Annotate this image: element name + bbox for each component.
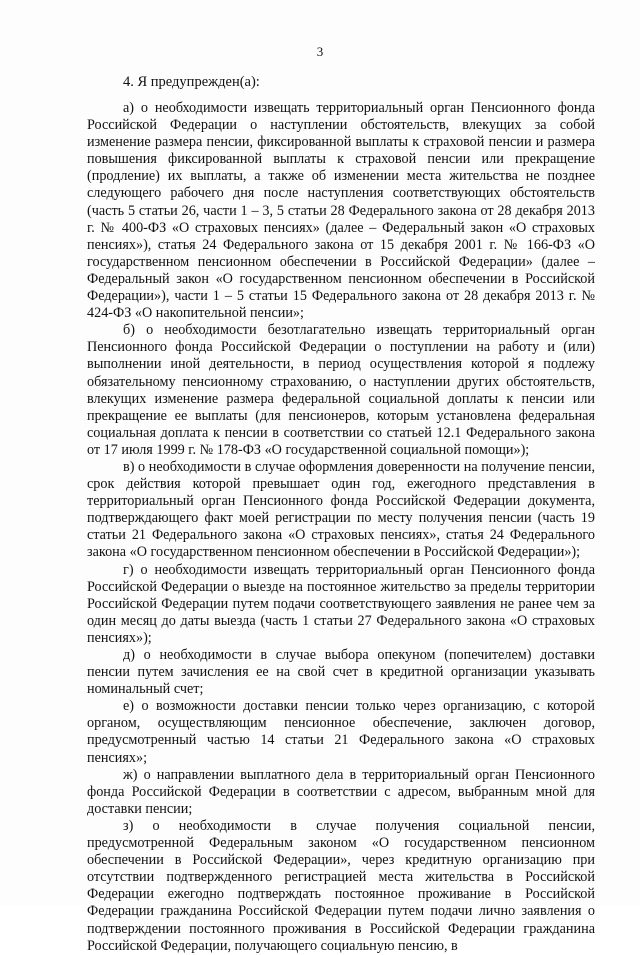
page-number: 3	[316, 44, 324, 59]
paragraph-v: в) о необходимости в случае оформления доверенности на получение пенсии, срок действия которой превышает один год, ежегодного представления в территориальный орган Пенсионного фонда Российской Федерации документа, подтверждающего факт моей регистрации по месту получения пенсии (часть 19 статьи 21 Федерального закона «О страховых пенсиях», статья 24 Федерального закона «О государственном пенсионном обеспечении в Российской Федерации»);	[87, 458, 595, 561]
paragraph-b: б) о необходимости безотлагательно извещать территориальный орган Пенсионного фонда Российской Федерации о поступлении на работу и (или) выполнении иной деятельности, в период осуществления которой я подлежу обязательному пенсионному страхованию, о наступлении других обстоятельств, влекущих изменение размера федеральной социальной доплаты к пенсии или прекращение ее выплаты (для пенсионеров, которым установлена федеральная социальная доплата к пенсии в соответствии со статьей 12.1 Федерального закона от 17 июля 1999 г. № 178-ФЗ «О государственной социальной помощи»);	[87, 322, 595, 458]
paragraph-g: г) о необходимости извещать территориальный орган Пенсионного фонда Российской Федерации о выезде на постоянное жительство за пределы территории Российской Федерации путем подачи соответствующего заявления не ранее чем за один месяц до даты выезда (часть 1 статьи 27 Федерального закона «О страховых пенсиях»);	[87, 561, 595, 646]
paragraph-d: д) о необходимости в случае выбора опекуном (попечителем) доставки пенсии путем зачисления ее на свой счет в кредитной организации указывать номинальный счет;	[87, 647, 595, 698]
document-body	[87, 100, 595, 955]
paragraph-zh: ж) о направлении выплатного дела в территориальный орган Пенсионного фонда Российской Федерации в соответствии с адресом, выбранным мной для доставки пенсии;	[87, 766, 595, 817]
paragraph-z: з) о необходимости в случае получения социальной пенсии, предусмотренной Федеральным законом «О государственном пенсионном обеспечении в Российской Федерации», через кредитную организацию при отсутствии подтвержденного регистрацией места жительства в Российской Федерации ежегодно подтверждать постоянное проживание в Российской Федерации гражданина Российской Федерации путем подачи лично заявления о подтверждении постоянного проживания в Российской Федерации гражданина Российской Федерации, получающего социальную пенсию, в	[87, 817, 595, 954]
paragraph-e: е) о возможности доставки пенсии только через организацию, с которой органом, осуществляющим пенсионное обеспечение, заключен договор, предусмотренный частью 14 статьи 21 Федерального закона «О страховых пенсиях»;	[87, 698, 595, 766]
section-heading: 4. Я предупрежден(а):	[123, 74, 260, 90]
paragraph-a: а) о необходимости извещать территориальный орган Пенсионного фонда Российской Федерации о наступлении обстоятельств, влекущих за собой изменение размера пенсии, фиксированной выплаты к страховой пенсии и размера повышения фиксированной выплаты к страховой пенсии или прекращение (продление) их выплаты, а также об изменении места жительства не позднее следующего рабочего дня после наступления соответствующих обстоятельств (часть 5 статьи 26, части 1 – 3, 5 статьи 28 Федерального закона от 28 декабря 2013 г. № 400-ФЗ «О страховых пенсиях» (далее – Федеральный закон «О страховых пенсиях»), статья 24 Федерального закона от 15 декабря 2001 г. № 166-ФЗ «О государственном пенсионном обеспечении в Российской Федерации» (далее – Федеральный закон «О государственном пенсионном обеспечении в Российской Федерации»), части 1 – 5 статьи 15 Федерального закона от 28 декабря 2013 г. № 424-ФЗ «О накопительной пенсии»;	[87, 100, 595, 322]
